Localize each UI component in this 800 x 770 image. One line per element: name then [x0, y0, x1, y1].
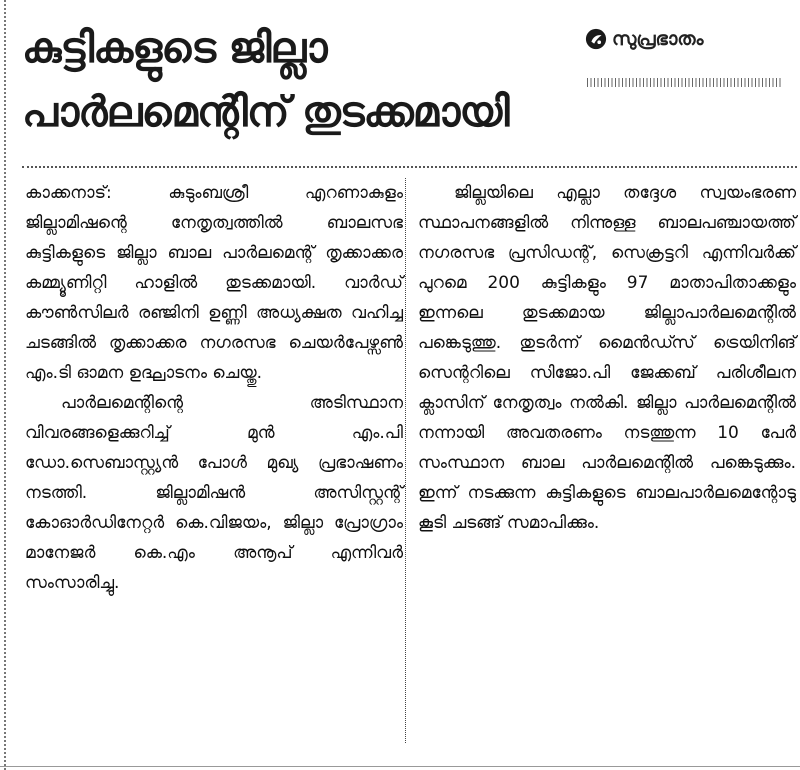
article-paragraph-3: ജില്ലയിലെ എല്ലാ തദ്ദേശ സ്വയംഭരണ സ്ഥാപനങ്ങളിൽ നിന്നുള്ള ബാലപഞ്ചായത്ത് നഗരസഭ പ്രസിഡന്റ്, സെക്രട്ടറി എന്നിവർക്ക് പുറമെ 200 കുട്ടികളും 97 മാതാപിതാക്കളും ഇന്നലെ തുടക്കമായ ജില്ലാപാർലമെന്റിൽ പങ്കെടുത്തു. തുടർന്ന് മൈൻഡ്സ് ട്രെയിനിങ് സെന്ററിലെ സിജോ.പി ജേക്കബ് പരിശീലന ക്ലാസിന് നേതൃത്വം നൽകി. ജില്ലാ പാർലമെന്റിൽ നന്നായി അവതരണം നടത്തുന്ന 10 പേർ സംസ്ഥാന ബാല പാർലമെന്റിൽ പങ്കെടുക്കും. ഇന്ന് നടക്കുന്ന കുട്ടികളുടെ ബാലപാർലമെന്റോടു കൂടി ചടങ്ങ് സമാപിക്കും.	[418, 183, 796, 533]
bottom-rule	[0, 766, 800, 767]
publication-masthead	[585, 28, 785, 50]
headline-divider	[22, 166, 797, 168]
article-column-left	[25, 178, 403, 598]
publication-logo-icon	[585, 28, 607, 50]
article-paragraph-1: കാക്കനാട്: കുടുംബശ്രീ എറണാകുളം ജില്ലാമിഷന്റെ നേതൃത്വത്തിൽ ബാലസഭ കുട്ടികളുടെ ജില്ലാ ബാല പാർലമെന്റ് തൃക്കാക്കര കമ്മ്യൂണിറ്റി ഹാളിൽ തുടക്കമായി. വാർഡ് കൗൺസിലർ രഞ്ജിനി ഉണ്ണി അധ്യക്ഷത വഹിച്ച ചടങ്ങിൽ തൃക്കാക്കര നഗരസഭ ചെയർപേഴ്സൺ എം.ടി ഓമന ഉദ്ഘാടനം ചെയ്തു.	[25, 183, 403, 383]
publication-name: സുപ്രഭാതം	[612, 28, 704, 50]
column-separator	[405, 178, 406, 743]
left-margin-rule	[4, 0, 6, 770]
article-paragraph-2: പാർലമെന്റിന്റെ അടിസ്ഥാന വിവരങ്ങളെക്കുറിച്ച് മുൻ എം.പി ഡോ.സെബാസ്റ്റ്യൻ പോൾ മുഖ്യ പ്രഭാഷണം നടത്തി. ജില്ലാമിഷൻ അസിസ്റ്റന്റ് കോഓർഡിനേറ്റർ കെ.വിജയം, ജില്ലാ പ്രോഗ്രാം മാനേജർ കെ.എം അനൂപ് എന്നിവർ സംസാരിച്ചു.	[25, 393, 403, 593]
headline: കുട്ടികളുടെ ജില്ലാ പാർലമെന്റിന് തുടക്കമായി	[22, 23, 509, 136]
article-column-right	[418, 178, 796, 538]
masthead-rule	[587, 78, 782, 87]
